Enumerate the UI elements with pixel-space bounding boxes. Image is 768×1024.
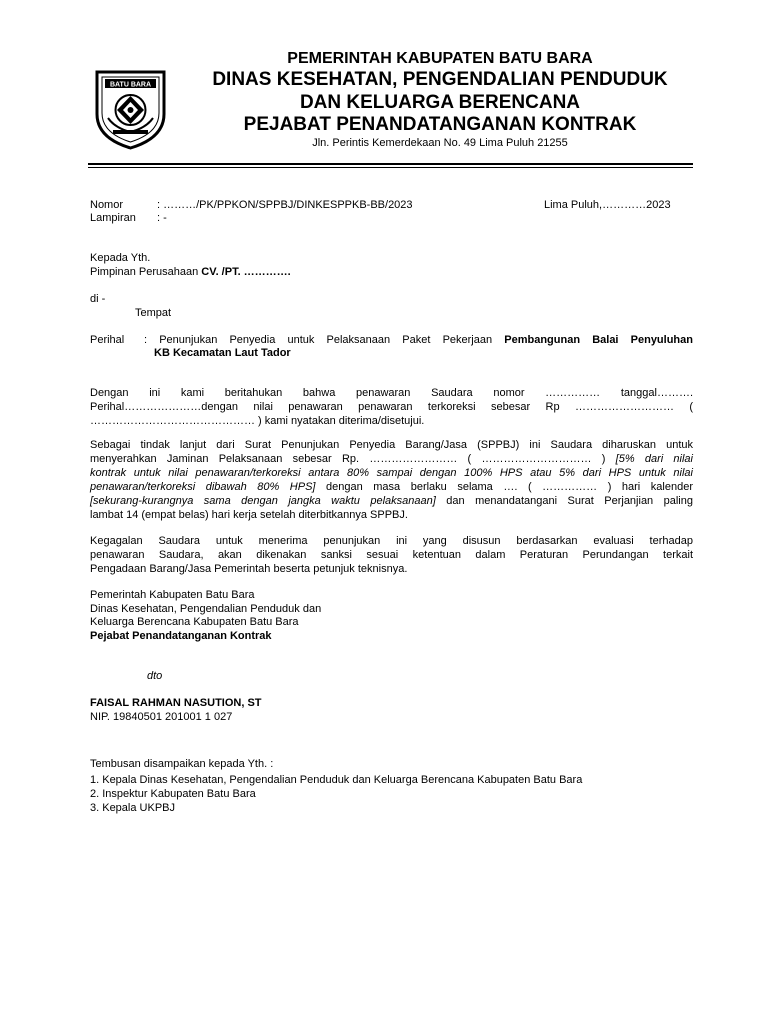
recipient-di: di - <box>90 293 106 305</box>
paragraph-3-line-1: Kegagalan Saudara untuk menerima penunjukan ini yang disusun berdasarkan evaluasi terhadap <box>90 535 693 547</box>
paragraph-2-line-2 <box>90 452 693 466</box>
paragraph-3-line-3: Pengadaan Barang/Jasa Pemerintah beserta petunjuk teknisnya. <box>90 563 408 575</box>
paragraph-2-line-4 <box>90 480 693 494</box>
recipient-kepada: Kepada Yth. <box>90 252 151 264</box>
nomor-label: Nomor <box>90 199 124 211</box>
paragraph-2-line-5a: [sekurang-kurangnya sama dengan jangka waktu pelaksanaan] <box>90 495 436 507</box>
tembusan-item: 1. Kepala Dinas Kesehatan, Pengendalian Penduduk dan Keluarga Berencana Kabupaten Batu Bara <box>90 774 583 786</box>
lampiran-value: : - <box>157 212 167 224</box>
perihal-label: Perihal <box>90 334 125 346</box>
signature-line-3: Keluarga Berencana Kabupaten Batu Bara <box>90 616 299 628</box>
tembusan-item: 2. Inspektur Kabupaten Batu Bara <box>90 788 256 800</box>
letterhead-address: Jln. Perintis Kemerdekaan No. 49 Lima Puluh 21255 <box>312 137 568 149</box>
paragraph-2-line-4b: dengan masa berlaku selama …. ( …………… ) hari kalender <box>315 481 693 493</box>
paragraph-1-line-1: Dengan ini kami beritahukan bahwa penawaran Saudara nomor …………… tanggal………. <box>90 387 693 399</box>
paragraph-2-line-3: kontrak untuk nilai penawaran/terkoreksi antara 80% sampai dengan 100% HPS atau 5% dari HPS untuk nilai <box>90 467 693 479</box>
place-date: Lima Puluh,…………2023 <box>544 199 671 211</box>
letterhead-divider-thick <box>88 163 693 165</box>
paragraph-2-line-2a: menyerahkan Jaminan Pelaksanaan sebesar Rp. …………………… ( ………………………… ) <box>90 453 616 465</box>
letterhead-line-4: PEJABAT PENANDATANGANAN KONTRAK <box>243 114 637 135</box>
letterhead-line-3: DAN KELUARGA BERENCANA <box>299 92 581 113</box>
paragraph-2-line-6: lambat 14 (empat belas) hari kerja setelah diterbitkannya SPPBJ. <box>90 509 408 521</box>
recipient-tempat: Tempat <box>135 307 172 319</box>
tembusan-item: 3. Kepala UKPBJ <box>90 802 175 814</box>
signatory-name: FAISAL RAHMAN NASUTION, ST <box>90 697 262 709</box>
paragraph-3-line-2: penawaran Saudara, akan dikenakan sanksi sesuai ketentuan dalam Peraturan Perundangan terkait <box>90 549 693 561</box>
perihal-text <box>144 333 693 347</box>
recipient-pimpinan <box>90 265 291 279</box>
paragraph-1-line-3: ……………………………………… ) kami nyatakan diterima/disetujui. <box>90 415 425 427</box>
paragraph-2-line-2b: [5% dari nilai <box>615 453 693 465</box>
recipient-company-name: CV. /PT. …………. <box>201 266 291 278</box>
paragraph-1-line-2: Perihal…………………dengan nilai penawaran penawaran terkoreksi sebesar Rp ……………………… ( <box>90 401 693 413</box>
letterhead-line-2: DINAS KESEHATAN, PENGENDALIAN PENDUDUK <box>212 69 668 90</box>
recipient-pimpinan-prefix: Pimpinan Perusahaan <box>90 266 202 278</box>
paragraph-2-line-1: Sebagai tindak lanjut dari Surat Penunjukan Penyedia Barang/Jasa (SPPBJ) ini Saudara diharuskan untuk <box>90 439 693 451</box>
paragraph-3 <box>90 534 693 576</box>
signature-title: Pejabat Penandatanganan Kontrak <box>90 630 272 642</box>
tembusan-title: Tembusan disampaikan kepada Yth. : <box>90 758 274 770</box>
signatory-nip: NIP. 19840501 201001 1 027 <box>90 711 233 723</box>
letterhead-line-1: PEMERINTAH KABUPATEN BATU BARA <box>287 50 593 67</box>
paragraph-1 <box>90 386 693 428</box>
perihal-project-title-cont: KB Kecamatan Laut Tador <box>154 347 291 359</box>
signature-line-1: Pemerintah Kabupaten Batu Bara <box>90 589 255 601</box>
batu-bara-seal-logo <box>93 68 168 151</box>
perihal-project-title: Pembangunan Balai Penyuluhan <box>504 334 693 346</box>
lampiran-label: Lampiran <box>90 212 136 224</box>
perihal-colon-text: : Penunjukan Penyedia untuk Pelaksanaan Paket Pekerjaan <box>144 334 505 346</box>
seal-label: BATU BARA <box>109 81 152 89</box>
paragraph-2-line-4a: penawaran/terkoreksi dibawah 80% HPS] <box>90 481 316 493</box>
signature-line-2: Dinas Kesehatan, Pengendalian Penduduk dan <box>90 603 322 615</box>
paragraph-2-line-5b: dan menandatangani Surat Perjanjian paling <box>435 495 693 507</box>
letterhead-divider-thin <box>88 167 693 168</box>
perihal-line-1 <box>144 333 693 347</box>
signature-dto: dto <box>147 670 163 682</box>
paragraph-2-line-5 <box>90 494 693 508</box>
paragraph-2 <box>90 438 693 522</box>
nomor-value: : ………/PK/PPKON/SPPBJ/DINKESPPKB-BB/2023 <box>157 199 413 211</box>
